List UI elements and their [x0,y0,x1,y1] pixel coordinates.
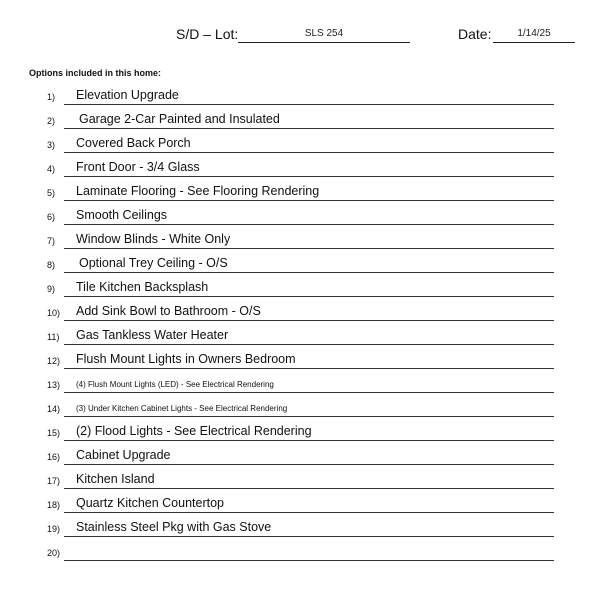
option-row [0,205,600,227]
lot-label: S/D – Lot: [176,26,239,42]
option-number: 3) [47,140,56,150]
option-number: 19) [47,524,61,534]
option-row [0,85,600,107]
option-underline [64,464,554,465]
option-row [0,373,600,395]
option-text: Quartz Kitchen Countertop [76,496,224,510]
option-underline [64,344,554,345]
option-number: 12) [47,356,61,366]
option-number: 4) [47,164,56,174]
option-text: (2) Flood Lights - See Electrical Rendering [76,424,312,438]
option-row [0,517,600,539]
options-title: Options included in this home: [29,68,161,78]
option-row [0,253,600,275]
option-text: Add Sink Bowl to Bathroom - O/S [76,304,261,318]
option-underline [64,512,554,513]
option-underline [64,272,554,273]
option-text: Cabinet Upgrade [76,448,171,462]
option-number: 17) [47,476,61,486]
lot-underline [238,42,410,43]
option-number: 8) [47,260,56,270]
option-number: 7) [47,236,56,246]
option-row [0,445,600,467]
option-text: Tile Kitchen Backsplash [76,280,209,294]
option-underline [64,368,554,369]
option-text: Smooth Ceilings [76,208,168,222]
option-underline [64,176,554,177]
option-text: Gas Tankless Water Heater [76,328,229,342]
option-underline [64,248,554,249]
option-row [0,133,600,155]
option-number: 9) [47,284,56,294]
option-underline [64,560,554,561]
option-underline [64,224,554,225]
option-number: 18) [47,500,61,510]
option-underline [64,200,554,201]
option-text: Elevation Upgrade [76,88,179,102]
option-underline [64,152,554,153]
option-underline [64,536,554,537]
option-underline [64,440,554,441]
option-number: 14) [47,404,61,414]
option-number: 13) [47,380,61,390]
option-number: 16) [47,452,61,462]
option-number: 1) [47,92,56,102]
option-row [0,493,600,515]
option-underline [64,296,554,297]
option-number: 20) [47,548,61,558]
option-row [0,229,600,251]
option-text: (4) Flush Mount Lights (LED) - See Electrical Rendering [76,380,274,389]
option-text: Flush Mount Lights in Owners Bedroom [76,352,296,366]
option-number: 5) [47,188,56,198]
lot-value: SLS 254 [304,28,344,39]
option-text: Optional Trey Ceiling - O/S [79,256,228,270]
option-number: 15) [47,428,61,438]
option-number: 11) [47,332,60,342]
option-row [0,349,600,371]
option-row [0,541,600,563]
option-number: 10) [47,308,61,318]
option-number: 6) [47,212,56,222]
option-row [0,469,600,491]
date-underline [493,42,575,43]
option-row [0,325,600,347]
option-number: 2) [47,116,56,126]
option-text: Front Door - 3/4 Glass [76,160,200,174]
date-label: Date: [458,26,492,42]
option-row [0,109,600,131]
option-text: Kitchen Island [76,472,155,486]
option-row [0,421,600,443]
option-underline [64,392,554,393]
option-text: Window Blinds - White Only [76,232,231,246]
form-header [0,26,600,50]
option-row [0,397,600,419]
option-text: Stainless Steel Pkg with Gas Stove [76,520,272,534]
option-underline [64,104,554,105]
option-row [0,277,600,299]
option-row [0,181,600,203]
option-text: Covered Back Porch [76,136,191,150]
option-underline [64,128,554,129]
option-underline [64,320,554,321]
option-text: Garage 2-Car Painted and Insulated [79,112,280,126]
date-value: 1/14/25 [517,28,551,39]
option-underline [64,416,554,417]
option-row [0,301,600,323]
option-text: Laminate Flooring - See Flooring Rendering [76,184,320,198]
option-text: (3) Under Kitchen Cabinet Lights - See Electrical Rendering [76,404,288,413]
option-row [0,157,600,179]
option-underline [64,488,554,489]
